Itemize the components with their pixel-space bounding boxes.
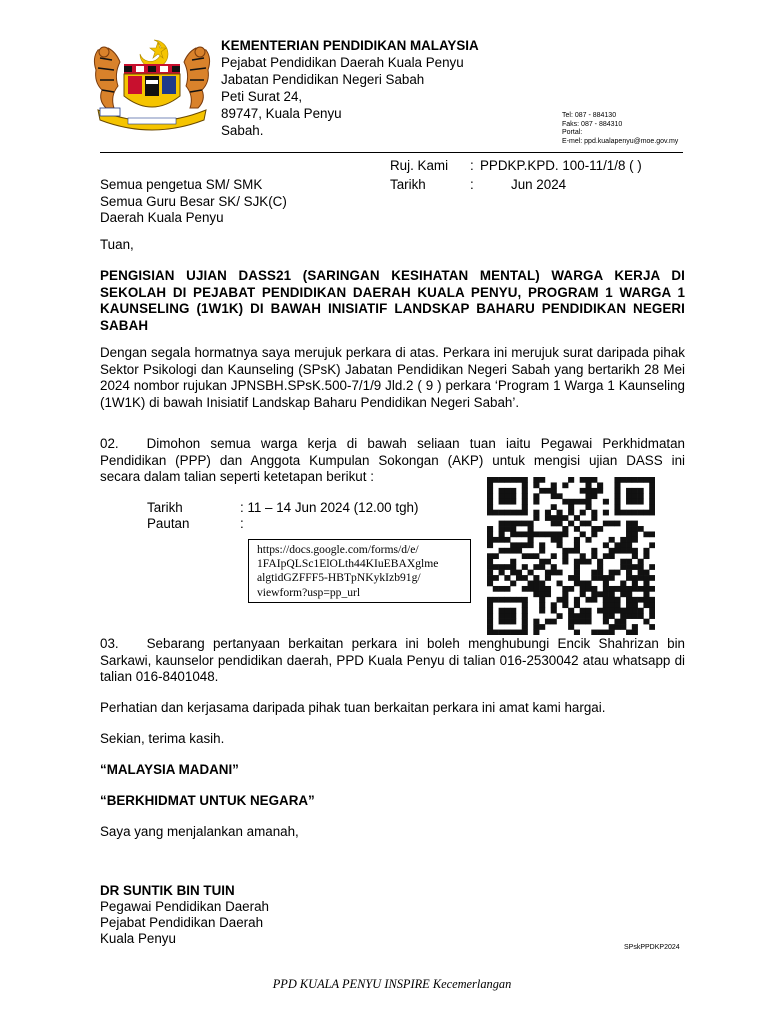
signature-block xyxy=(100,883,400,947)
qr-code[interactable] xyxy=(487,477,655,635)
paragraph-3-text: Sebarang pertanyaan berkaitan perkara ini boleh menghubungi Encik Shahrizan bin Sarkawi, kaunselor pendidikan daerah, PPD Kuala Penyu di talian 016-2530042 atau whatsapp di talian 016-8401048. xyxy=(100,636,685,684)
agency-header xyxy=(221,37,561,139)
contact-fax: Faks: 087 - 884310 xyxy=(562,120,623,128)
address-line: Jabatan Pendidikan Negeri Sabah xyxy=(221,72,425,87)
paragraph-number: 03. xyxy=(100,636,119,651)
address-line: 89747, Kuala Penyu xyxy=(221,106,342,121)
contact-portal: Portal: xyxy=(562,129,583,137)
signature-intro: Saya yang menjalankan amanah, xyxy=(100,824,299,839)
salutation: Tuan, xyxy=(100,237,134,252)
detail-tarikh-value: : 11 – 14 Jun 2024 (12.00 tgh) xyxy=(240,500,419,515)
slogan-malaysia-madani: “MALAYSIA MADANI” xyxy=(100,762,239,777)
header-divider xyxy=(100,152,683,153)
signatory-title: Pegawai Pendidikan Daerah xyxy=(100,899,269,914)
paragraph-number: 02. xyxy=(100,436,119,451)
contact-phone: Tel: 087 - 884130 xyxy=(562,112,617,119)
address-line: Pejabat Pendidikan Daerah Kuala Penyu xyxy=(221,55,464,70)
signatory-location: Kuala Penyu xyxy=(100,931,176,946)
detail-tarikh-label: Tarikh xyxy=(147,500,183,515)
form-link-line[interactable]: https://docs.google.com/forms/d/e/ xyxy=(257,543,419,556)
closing-line: Sekian, terima kasih. xyxy=(100,731,225,746)
paragraph-2-text: Dimohon semua warga kerja di bawah seliaan tuan iaitu Pegawai Perkhidmatan xyxy=(146,436,685,451)
paragraph-2-line xyxy=(100,436,685,453)
ruj-value: PPDKP.KPD. 100-11/1/8 ( ) xyxy=(480,158,642,173)
address-line: Sabah. xyxy=(221,123,264,138)
ruj-label: Ruj. Kami xyxy=(390,158,449,173)
coat-of-arms-logo xyxy=(88,36,216,132)
footer-tagline: PPD KUALA PENYU INSPIRE Kecemerlangan xyxy=(272,977,512,991)
contact-email: E-mel: ppd.kualapenyu@moe.gov.my xyxy=(562,137,679,145)
address-line: Peti Surat 24, xyxy=(221,89,303,104)
paragraph-2-line: secara dalam talian seperti ketetapan berikut : xyxy=(100,469,374,484)
signatory-office: Pejabat Pendidikan Daerah xyxy=(100,915,264,930)
paragraph-4: Perhatian dan kerjasama daripada pihak tuan berkaitan perkara ini amat kami hargai. xyxy=(100,700,606,715)
signatory-name: DR SUNTIK BIN TUIN xyxy=(100,883,235,898)
slogan-berkhidmat: “BERKHIDMAT UNTUK NEGARA” xyxy=(100,793,315,808)
recipient-line: Semua pengetua SM/ SMK xyxy=(100,177,263,192)
recipient-line: Daerah Kuala Penyu xyxy=(100,210,224,225)
tarikh-value: Jun 2024 xyxy=(511,177,567,192)
detail-pautan-colon: : xyxy=(240,516,244,531)
tarikh-colon: : xyxy=(470,177,474,192)
paragraph-1: Dengan segala hormatnya saya merujuk perkara di atas. Perkara ini merujuk surat daripada pihak Sektor Psikologi dan Kaunseling (SPsK) Jabatan Pendidikan Negeri Sabah yang bertarikh 28 Mei 2024 nombor rujukan JPNSBH.SPsK.500-7/1/9 Jld.2 ( 9 ) perkara ‘Program 1 Warga 1 Kaunseling (1W1K) di bawah Inisiatif Landskap Baharu Pendidikan Negeri Sabah’. xyxy=(100,345,685,410)
form-link-box[interactable] xyxy=(248,539,471,603)
form-link-line[interactable]: algtidGZFFF5-HBTpNKykIzb91g/ xyxy=(257,571,421,585)
tarikh-label: Tarikh xyxy=(390,177,426,192)
paragraph-3 xyxy=(100,636,685,686)
detail-pautan-label: Pautan xyxy=(147,516,190,531)
letter-subject: PENGISIAN UJIAN DASS21 (SARINGAN KESIHATAN MENTAL) WARGA KERJA DI SEKOLAH DI PEJABAT PENDIDIKAN DAERAH KUALA PENYU, PROGRAM 1 WARGA 1 KAUNSELING (1W1K) DI BAWAH INISIATIF LANDSKAP BAHARU PENDIDIKAN NEGERI SABAH xyxy=(100,268,685,333)
ministry-name: KEMENTERIAN PENDIDIKAN MALAYSIA xyxy=(221,38,479,53)
form-link-line[interactable]: 1FAIpQLSc1ElOLth44KIuEBAXglme xyxy=(257,557,439,571)
ruj-colon: : xyxy=(470,158,474,173)
recipients xyxy=(100,177,400,227)
paragraph-2-line: Pendidikan (PPP) dan Anggota Kumpulan Sokongan (AKP) untuk mengisi ujian DASS ini xyxy=(100,452,685,468)
contact-block xyxy=(562,112,742,146)
form-link-line[interactable]: viewform?usp=pp_url xyxy=(257,585,361,599)
recipient-line: Semua Guru Besar SK/ SJK(C) xyxy=(100,193,287,209)
document-code: SPskPPDKP2024 xyxy=(624,944,680,951)
